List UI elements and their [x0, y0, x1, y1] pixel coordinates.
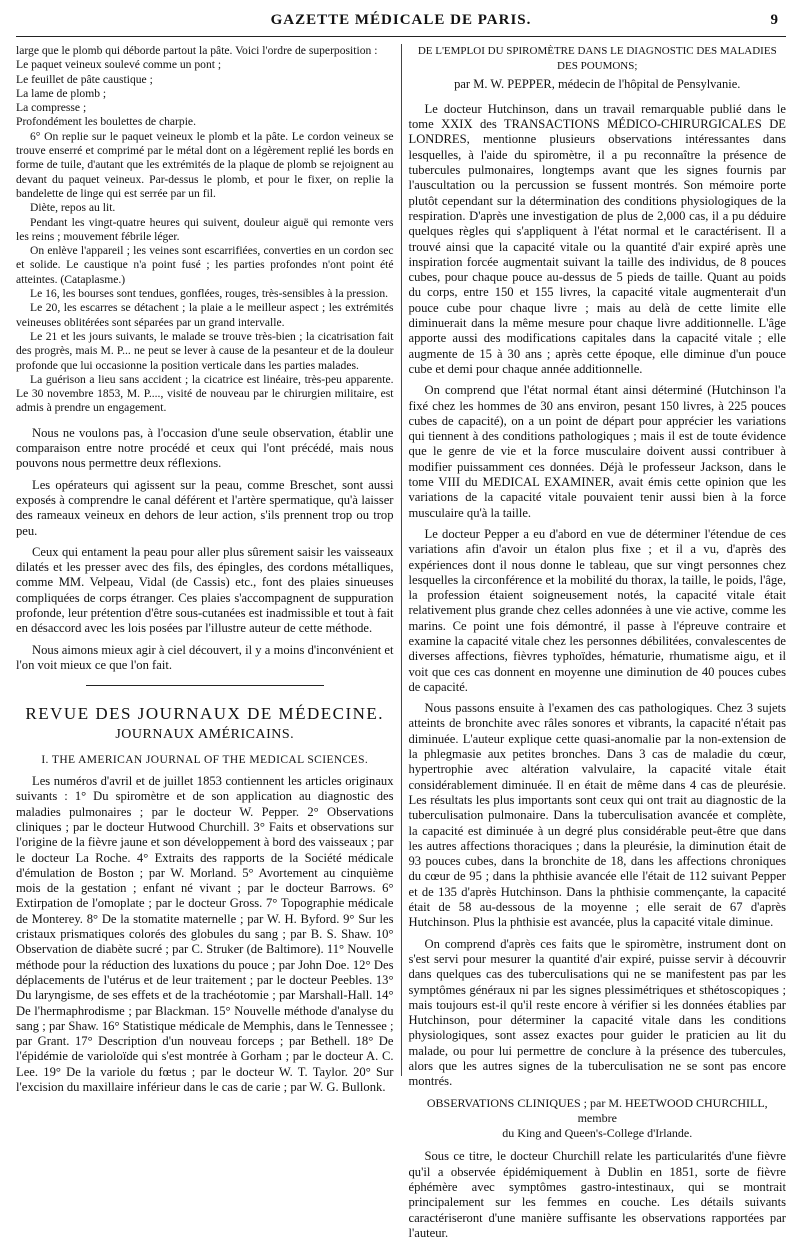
article-paragraph: On comprend que l'état normal étant ainsi déterminé (Hutchinson l'a fixé chez les hommes de 30 ans environ, pesant 150 livres, à 225 pouces cubes de capacité), on a un point de départ pour apprécier les variations qui tiennent à des conditions pathologiques ; mais il est de toute évidence que le genre de vie et la force musculaire doivent aussi contribuer à modifier puissamment ces données. Déjà le professeur Jackson, dans le tome VIII du MEDICAL EXAMINER, avait émis cette opinion que les variations de la capacité vitale pouvaient tenir aussi bien à la force musculaire qu'à la taille. [408, 383, 786, 520]
section-heading: I. THE AMERICAN JOURNAL OF THE MEDICAL SCIENCES. [41, 753, 369, 766]
case-paragraph: On enlève l'appareil ; les veines sont escarrifiées, converties en un cordon sec et solide. Le caustique n'a point fusé ; les parties profondes n'ont point été atteintes. (Cataplasme.) [16, 244, 394, 286]
body-paragraph: Nous ne voulons pas, à l'occasion d'une seule observation, établir une comparaison entre notre procédé et ceux qui l'ont précédé, mais nous pouvons nous permettre deux réflexions. [16, 425, 394, 471]
observations-heading-line: OBSERVATIONS CLINIQUES ; par M. HEETWOOD CHURCHILL, membre [426, 1095, 768, 1125]
article-author: par M. W. PEPPER, médecin de l'hôpital de Pensylvanie. [454, 76, 741, 91]
observations-heading-line: du King and Queen's-College d'Irlande. [502, 1126, 693, 1141]
body-paragraph: Nous aimons mieux agir à ciel découvert, il y a moins d'inconvénient et l'on voit mieux ce que l'on fait. [16, 642, 394, 672]
case-line: Le paquet veineux soulevé comme un pont ; [16, 58, 222, 72]
article-paragraph: Le docteur Pepper a eu d'abord en vue de déterminer l'étendue de ces variations afin d'avoir un étalon plus fixe ; et il a vu, d'après des expériences dont il nous donne le tableau, que sur vingt personnes chez lesquelles la circonférence et la mobilité du thorax, la taille, le poids, l'âge, la profession étaient soigneusement notés, la capacité vitale était relativement plus grande chez celles adonnées à une vie active, comme les marins. Ce point une fois démontré, il passe à l'épreuve contraire et examine la capacité vitale chez les personnes débilitées, convalescentes de diverses affections, fièvres typhoïdes, hématurie, rhumatisme aigu, et il voit que ces cas donnent en moyenne une diminution de 40 pouces cubes de capacité. [408, 526, 786, 694]
review-subtitle: JOURNAUX AMÉRICAINS. [115, 727, 295, 743]
section-divider [86, 685, 324, 686]
right-column [401, 44, 787, 1240]
case-line: La compresse ; [16, 101, 87, 115]
review-title: REVUE DES JOURNAUX DE MÉDECINE. [25, 704, 385, 724]
case-paragraph: La guérison a lieu sans accident ; la cicatrice est linéaire, très-peu apparente. Le 30 novembre 1853, M. P...., visité de nouveau par le chirurgien militaire, est admis à prendre un engagement. [16, 372, 394, 415]
case-line: La lame de plomb ; [16, 86, 107, 100]
body-paragraph: Ceux qui entament la peau pour aller plus sûrement saisir les vaisseaux dilatés et les presser avec des fils, des épingles, des cordons métalliques, comme MM. Velpeau, Vidal (de Cassis) etc., font des plaies sinueuses compliquées de corps étranger. Ces plaies s'accompagnent de suppuration profonde, leur prétention d'être sous-cutanées est inadmissible et tout à fait en désaccord avec les lois posées par l'illustre auteur de cette méthode. [16, 544, 394, 636]
article-paragraph: On comprend d'après ces faits que le spiromètre, instrument dont on s'est servi pour mesurer la quantité d'air expiré, puisse servir à découvrir dans quelques cas des tuberculisations qui ne se manifestent pas par les symptômes généraux ni par les signes plessimétriques et sthétoscopiques ; mais toujours est-il qu'il reste encore à vérifier si les données établies par Hutchinson, pour déterminer la capacité vitale dans les conditions physiologiques, sont assez exactes pour guider le praticien au lit du malade, ou pour lui permettre de conclure à la présence des tubercules, alors que les autres signes de la tuberculisation ne se sont pas encore montrés. [408, 936, 786, 1089]
case-line: Le feuillet de pâte caustique ; [16, 72, 153, 86]
article-title: DE L'EMPLOI DU SPIROMÈTRE DANS LE DIAGNOSTIC DES MALADIES DES POUMONS; [417, 45, 777, 73]
case-paragraph: Le 16, les bourses sont tendues, gonflées, rouges, très-sensibles à la pression. [30, 287, 389, 301]
case-line: Profondément les boulettes de charpie. [16, 115, 196, 129]
columns [16, 44, 786, 1240]
case-paragraph: Le 20, les escarres se détachent ; la plaie a le meilleur aspect ; les extrémités veineuses oblitérées sont séparées par un grand intervalle. [16, 301, 394, 329]
newspaper-page [16, 6, 786, 1240]
article-paragraph: Le docteur Hutchinson, dans un travail remarquable publié dans le tome XXIX des TRANSACTIONS MÉDICO-CHIRURGICALES DE LONDRES, mentionne plusieurs observations intéressantes dans lesquelles, à l'aide du spiromètre, il a pu reconnaître la présence de tubercules pulmonaires, longtemps avant que les signes fournis par l'auscultation ou la percussion se fussent montrés. Son mémoire porte plutôt cependant sur la détermination des conditions physiologiques de la respiration. D'après une investigation de plus de 2,000 cas, il a pu déduire quelques règles qui s'appliquent à l'état normal et le caractérisent. Il a trouvé ainsi que la capacité vitale ou la quantité d'air expiré après une inspiration forcée augmentait suivant la taille des individus, de 8 pouces cubes, pour chaque pouce au-dessus de 5 pieds de taille. Quant au poids du corps, entre 150 et 155 livres, la capacité vitale augmenterait d'un pouce cube pour chaque livre ; mais au delà de cette limite elle diminuerait dans la même mesure pour chaque livre additionnelle. L'âge apporte aussi des modifications capitales dans la capacité vitale ; elle augmente de 15 à 30 ans ; après cette époque, elle diminue d'un pouce cube et demi pour chaque année additionnelle. [408, 101, 786, 376]
section-paragraph: Les numéros d'avril et de juillet 1853 contiennent les articles originaux suivants : 1° Du spiromètre et de son application au diagnostic des maladies pulmonaires ; par le docteur W. Pepper. 2° Observations cliniques ; par le docteur Hutwood Churchill. 3° Faits et observations sur l'origine de la fièvre jaune et son développement à bord des vaisseaux ; par le docteur La Roche. 4° Extraits des rapports de la Société médicale d'émulation de Boston ; par W. Morland. 5° Avortement au cinquième mois de la gestation ; enfant né vivant ; par le docteur Barrows. 6° Extirpation de l'omoplate ; par le docteur Gross. 7° Topographie médicale de Monterey. 8° De la stomatite maternelle ; par W. H. Byford. 9° Sur les cristaux prismatiques colorés des globules du sang ; par B. S. Shaw. 10° Observation de diabète sucré ; par C. Struker (de Baltimore). 11° Nouvelle méthode pour la réduction des luxations du pouce ; par John Doe. 12° Des déplacements de l'utérus et de leur traitement ; par le docteur Peebles. 13° Du laryngisme, de ses effets et de la trachéotomie ; par Marshall-Hall. 14° De l'hermaphrodisme ; par Blackman. 15° Nouvelle méthode d'analyse du sang ; par Shaw. 16° Statistique médicale de Memphis, dans le Tennessee ; par Grant. 17° Description d'un nouveau forceps ; par Bethell. 18° De l'épidémie de varioloïde qui s'est montrée à Gorham ; par le docteur A. C. Lee. 19° De la variole du fœtus ; par le docteur W. T. Taylor. 20° Sur l'excision du maxillaire inférieur dans le cas de carie ; par W. G. Bullonk. [16, 774, 394, 1094]
case-line: large que le plomb qui déborde partout la pâte. Voici l'ordre de superposition : [16, 44, 378, 57]
body-paragraph: Les opérateurs qui agissent sur la peau, comme Breschet, sont aussi exposés à comprendre le canal déférent et l'artère spermatique, qu'à laisser des rameaux veineux en dehors de leur action, s'ils prennent trop ou trop peu. [16, 477, 394, 538]
left-column [16, 44, 401, 1094]
article-paragraph: Sous ce titre, le docteur Churchill relate les particularités d'une fièvre qu'il a observée épidémiquement à Dublin en 1851, sorte de fièvre éphémère avec symptômes gastro-intestinaux, qui se montrait principalement sur les femmes en couche. Les détails suivants caractériseront d'une manière suffisante les observations rapportées par l'auteur. [408, 1149, 786, 1240]
page-header [16, 6, 786, 37]
case-paragraph: 6° On replie sur le paquet veineux le plomb et la pâte. Le cordon veineux se trouve enserré et comprimé par le métal dont on a légèrement replié les bords en forme de tuile, d'autant que les extrémités de la plaque de plomb se rejoignent au devant du paquet veineux. Par-dessus le plomb, et pour le fixer, on replie la bandelette de linge qui est serrée par un fil. [16, 129, 394, 200]
journal-title: GAZETTE MÉDICALE DE PARIS. [270, 12, 532, 28]
observations-heading [409, 1096, 787, 1142]
case-paragraph: Diète, repos au lit. [30, 201, 116, 215]
case-paragraph: Pendant les vingt-quatre heures qui suivent, douleur aiguë qui remonte vers les reins ; mouvement fébrile léger. [16, 215, 394, 243]
case-paragraph: Le 21 et les jours suivants, le malade se trouve très-bien ; la cicatrisation fait des progrès, mais M. P... ne peut se lever à cause de la pesanteur et de la douleur profonde que lui occasionne la position verticale dans les parties malades. [16, 329, 394, 372]
article-paragraph: Nous passons ensuite à l'examen des cas pathologiques. Chez 3 sujets atteints de bronchite avec râles sonores et vibrants, la capacité n'était pas diminuée. L'auteur explique cette quasi-anomalie par la non-extension de la phlegmasie aux petites bronches. Dans 3 cas de maladie du cœur, hypertrophie avec altération valvulaire, la capacité vitale était considérablement diminuée. Il en était de même dans 4 cas de pleurésie. Les résultats les plus importants sont ceux qui ont trait au diagnostic de la tuberculisation pulmonaire. Dans la tuberculisation avancée et complète, la capacité est diminuée à un degré plus considérable peut-être que dans les autres affections thoraciques ; dans la pleurésie, la diminution était de 93 pouces cubes, dans la bronchite de 18, dans les affections chroniques du cœur de 95 ; dans la phthisie avancée elle l'était de 112 suivant Pepper et de 135 d'après Hutchinson. Dans la phthisie commençante, la capacité était de 58 au-dessous de la moyenne ; elle serait de 67 d'après Hutchinson. Plus la phthisie est avancée, plus la capacité vitale diminue. [408, 701, 786, 930]
page-number: 9 [770, 12, 778, 28]
